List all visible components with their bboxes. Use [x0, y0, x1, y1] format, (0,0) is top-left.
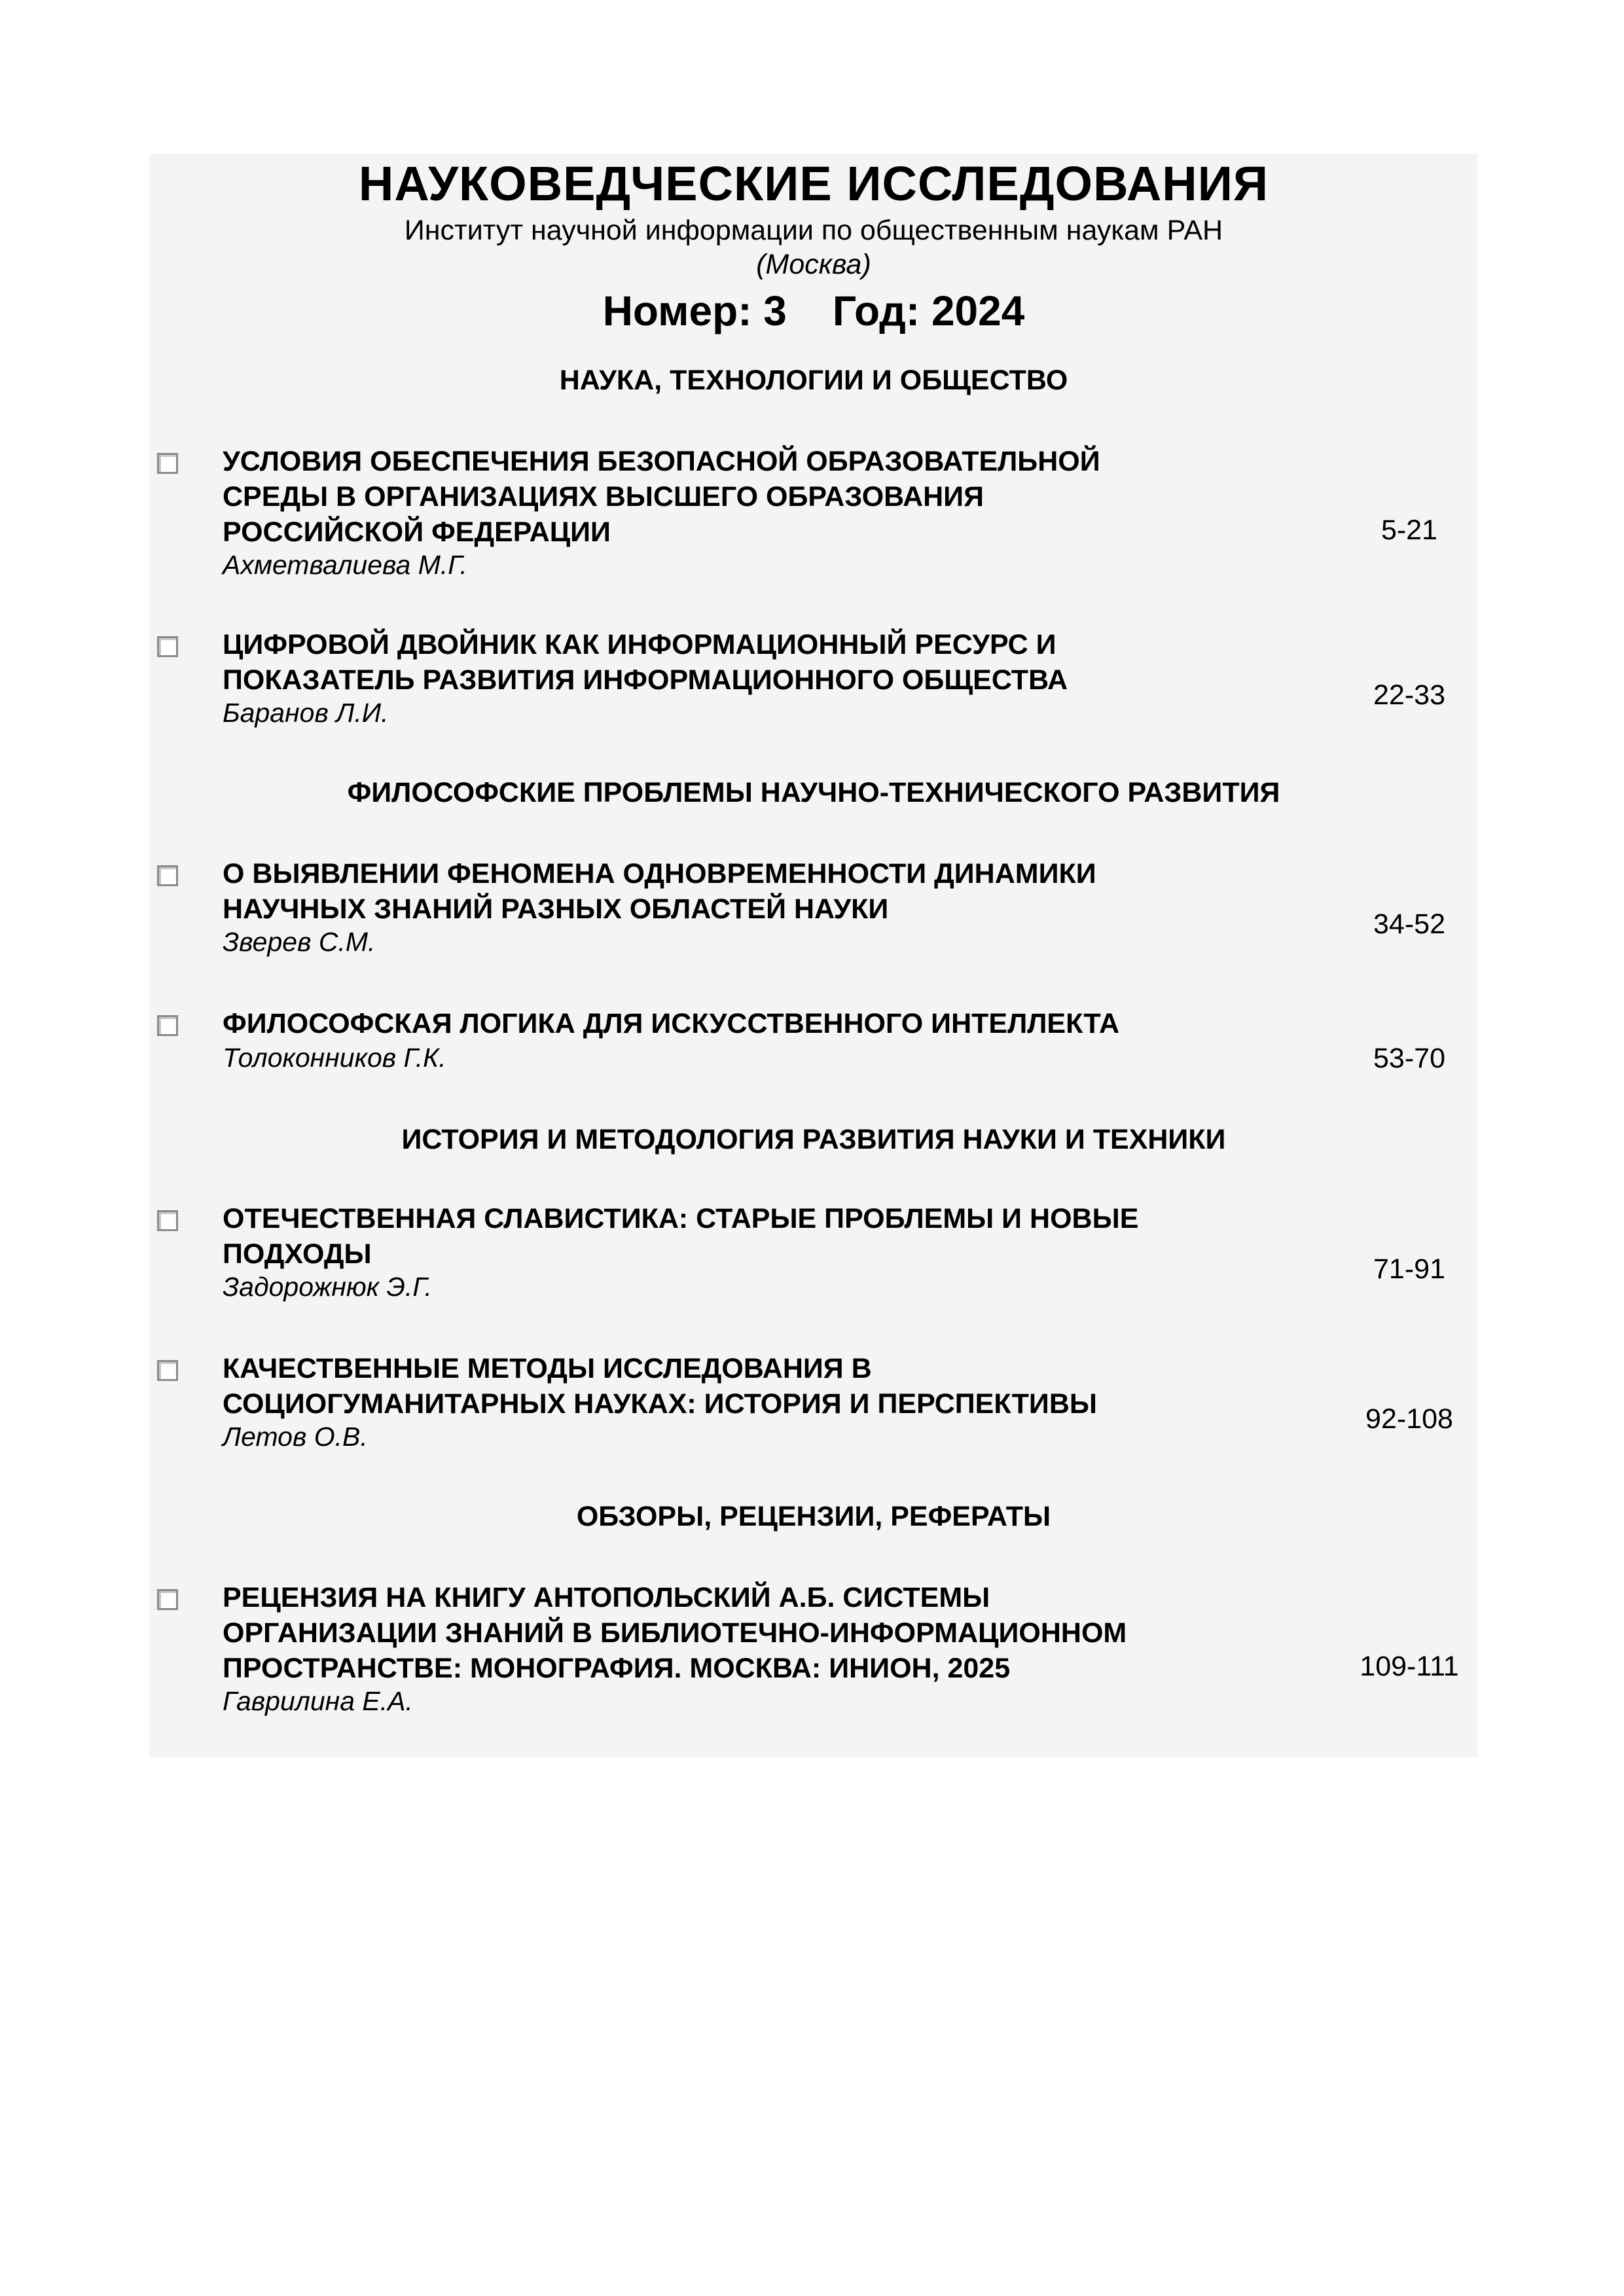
article-title[interactable]: О ВЫЯВЛЕНИИ ФЕНОМЕНА ОДНОВРЕМЕННОСТИ ДИНАМИКИ НАУЧНЫХ ЗНАНИЙ РАЗНЫХ ОБЛАСТЕЙ НАУКИ [223, 858, 1096, 925]
publisher-name: Институт научной информации по общественным наукам РАН [404, 215, 1223, 246]
article-author[interactable]: Ахметвалиева М.Г. [223, 550, 467, 580]
article-author[interactable]: Задорожнюк Э.Г. [223, 1272, 432, 1302]
select-checkbox[interactable] [157, 453, 178, 474]
article-pages: 53-70 [1373, 1043, 1445, 1074]
section-title: НАУКА, ТЕХНОЛОГИИ И ОБЩЕСТВО [559, 365, 1068, 396]
section-title: ОБЗОРЫ, РЕЦЕНЗИИ, РЕФЕРАТЫ [576, 1501, 1051, 1532]
article-title[interactable]: ЦИФРОВОЙ ДВОЙНИК КАК ИНФОРМАЦИОННЫЙ РЕСУРС И ПОКАЗАТЕЛЬ РАЗВИТИЯ ИНФОРМАЦИОННОГО ОБЩЕСТВА [223, 629, 1068, 696]
article-pages: 92-108 [1365, 1403, 1453, 1435]
article-pages: 5-21 [1380, 514, 1438, 546]
article-title[interactable]: КАЧЕСТВЕННЫЕ МЕТОДЫ ИССЛЕДОВАНИЯ В СОЦИОГУМАНИТАРНЫХ НАУКАХ: ИСТОРИЯ И ПЕРСПЕКТИВЫ [223, 1353, 1097, 1420]
select-checkbox[interactable] [157, 636, 178, 657]
article-author[interactable]: Толоконников Г.К. [223, 1043, 446, 1073]
article-author[interactable]: Зверев С.М. [223, 927, 376, 957]
article-author[interactable]: Летов О.В. [223, 1422, 368, 1452]
article-title[interactable]: ОТЕЧЕСТВЕННАЯ СЛАВИСТИКА: СТАРЫЕ ПРОБЛЕМЫ И НОВЫЕ ПОДХОДЫ [223, 1203, 1139, 1270]
select-checkbox[interactable] [157, 1589, 178, 1610]
section-title: ИСТОРИЯ И МЕТОДОЛОГИЯ РАЗВИТИЯ НАУКИ И ТЕХНИКИ [401, 1124, 1226, 1155]
issue-number: Номер: 3 [602, 287, 787, 334]
section-title: ФИЛОСОФСКИЕ ПРОБЛЕМЫ НАУЧНО-ТЕХНИЧЕСКОГО РАЗВИТИЯ [347, 777, 1280, 808]
select-checkbox[interactable] [157, 865, 178, 886]
select-checkbox[interactable] [157, 1015, 178, 1036]
article-title[interactable]: ФИЛОСОФСКАЯ ЛОГИКА ДЛЯ ИСКУССТВЕННОГО ИНТЕЛЛЕКТА [223, 1008, 1120, 1039]
article-pages: 109-111 [1360, 1651, 1459, 1682]
article-pages: 34-52 [1373, 908, 1445, 940]
issue-year: Год: 2024 [832, 287, 1025, 334]
issue-info [149, 287, 1478, 335]
select-checkbox[interactable] [157, 1360, 178, 1381]
select-checkbox[interactable] [157, 1210, 178, 1231]
article-pages: 22-33 [1373, 679, 1445, 711]
journal-title: НАУКОВЕДЧЕСКИЕ ИССЛЕДОВАНИЯ [358, 156, 1269, 211]
publisher-city: (Москва) [756, 249, 871, 280]
article-author[interactable]: Гаврилина Е.А. [223, 1686, 413, 1716]
article-author[interactable]: Баранов Л.И. [223, 698, 389, 728]
article-pages: 71-91 [1373, 1253, 1445, 1285]
article-title[interactable]: УСЛОВИЯ ОБЕСПЕЧЕНИЯ БЕЗОПАСНОЙ ОБРАЗОВАТЕЛЬНОЙ СРЕДЫ В ОРГАНИЗАЦИЯХ ВЫСШЕГО ОБРАЗОВАНИЯ РОССИЙСКОЙ ФЕДЕРАЦИИ [223, 446, 1100, 548]
article-title[interactable]: РЕЦЕНЗИЯ НА КНИГУ АНТОПОЛЬСКИЙ А.Б. СИСТЕМЫ ОРГАНИЗАЦИИ ЗНАНИЙ В БИБЛИОТЕЧНО-ИНФОРМАЦИОННОМ ПРОСТРАНСТВЕ: МОНОГРАФИЯ. МОСКВА: ИНИОН, 2025 [223, 1582, 1127, 1684]
